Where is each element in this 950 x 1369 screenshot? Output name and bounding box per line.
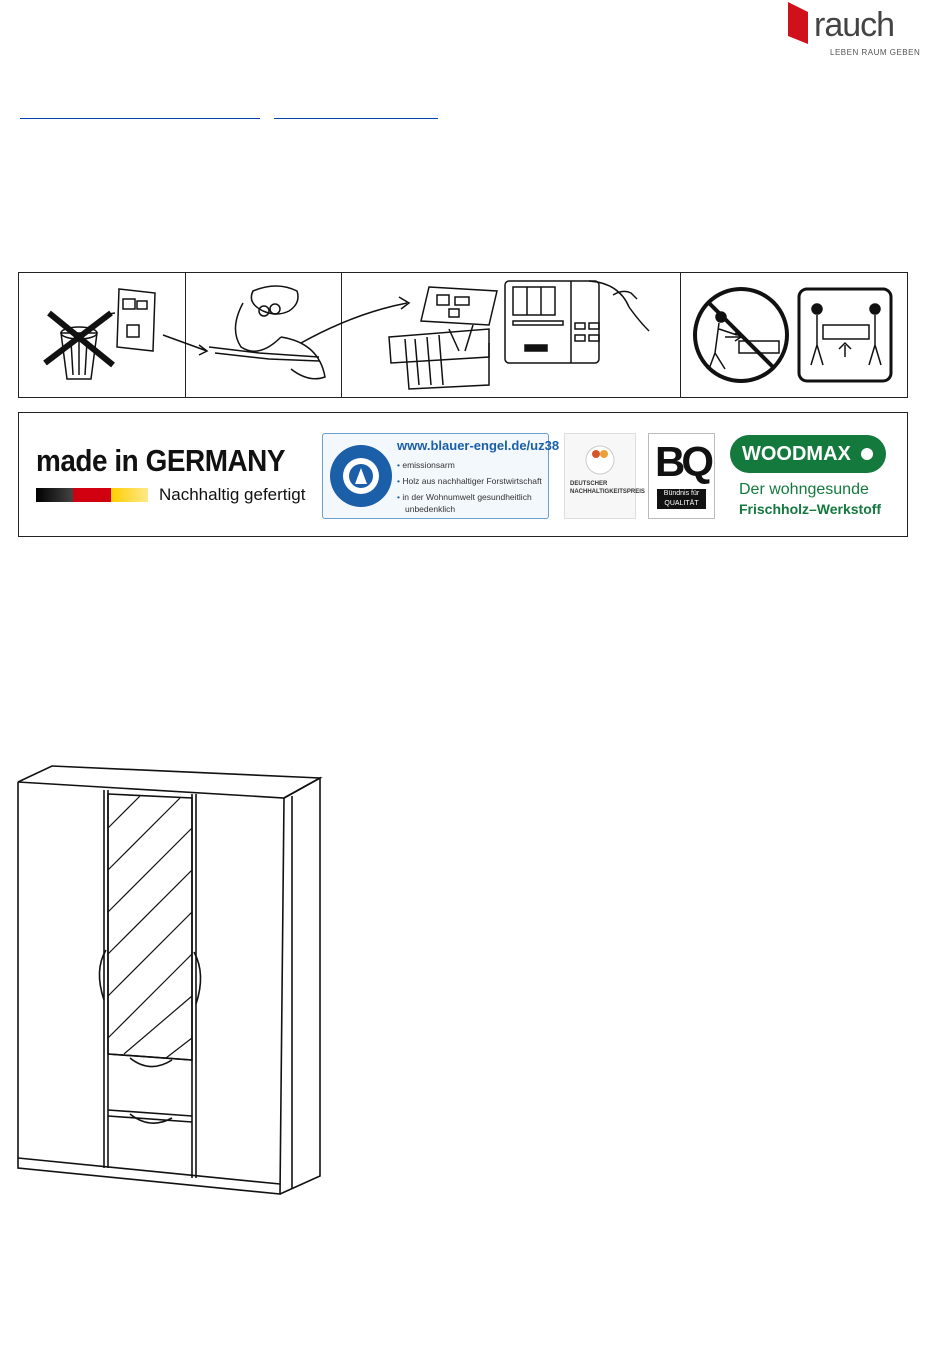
german-flag-bar	[36, 488, 148, 502]
woodmax-logo: WOODMAX	[730, 435, 886, 473]
keep-in-folder-icon	[389, 281, 649, 389]
brand-tagline: LEBEN RAUM GEBEN	[830, 48, 921, 57]
woodmax-badge	[730, 435, 890, 519]
blauer-engel-bullet: • Holz aus nachhaltiger Forstwirtschaft	[397, 476, 542, 486]
do-not-discard-icon	[45, 289, 155, 379]
lift-together-icon	[799, 289, 891, 381]
bq-label: Bündnis für QUALITÄT	[657, 489, 706, 509]
woodmax-line1: Der wohngesunde	[739, 481, 869, 498]
blauer-engel-bullet: • emissionsarm	[397, 460, 455, 470]
blauer-engel-bullet: • in der Wohnumwelt gesundheitlich	[397, 492, 532, 502]
blauer-engel-url: www.blauer-engel.de/uz38	[397, 438, 560, 453]
award-sphere-icon	[565, 434, 635, 482]
bq-letters: BQ	[655, 438, 710, 485]
wardrobe-top	[18, 766, 320, 798]
wardrobe-drawing	[14, 760, 334, 1210]
instruction-pictograms	[18, 272, 908, 398]
made-in-germany-title: made in GERMANY	[36, 443, 286, 478]
made-in-germany-subtitle: Nachhaltig gefertigt	[159, 485, 306, 504]
read-instructions-icon	[163, 286, 409, 379]
document-link-2[interactable]	[274, 112, 438, 119]
brand-name: rauch	[814, 6, 895, 44]
wardrobe-front	[18, 782, 284, 1194]
woodmax-tree-icon	[858, 445, 876, 463]
blauer-engel-seal-icon	[325, 434, 395, 518]
wardrobe-side	[280, 778, 320, 1194]
document-link-1[interactable]	[20, 112, 260, 119]
mirror-panel	[108, 794, 192, 1060]
blauer-engel-badge	[322, 433, 560, 519]
certification-badges	[18, 412, 908, 537]
nachhaltigkeitspreis-text: DEUTSCHER NACHHALTIGKEITSPREIS	[570, 481, 645, 495]
nachhaltigkeitspreis-badge	[564, 433, 645, 519]
woodmax-line2: Frischholz–Werkstoff	[739, 501, 882, 517]
do-not-push-icon	[695, 289, 787, 381]
brand-logo	[786, 2, 921, 60]
blauer-engel-bullet-cont: unbedenklich	[405, 504, 456, 514]
bq-badge	[648, 433, 715, 519]
